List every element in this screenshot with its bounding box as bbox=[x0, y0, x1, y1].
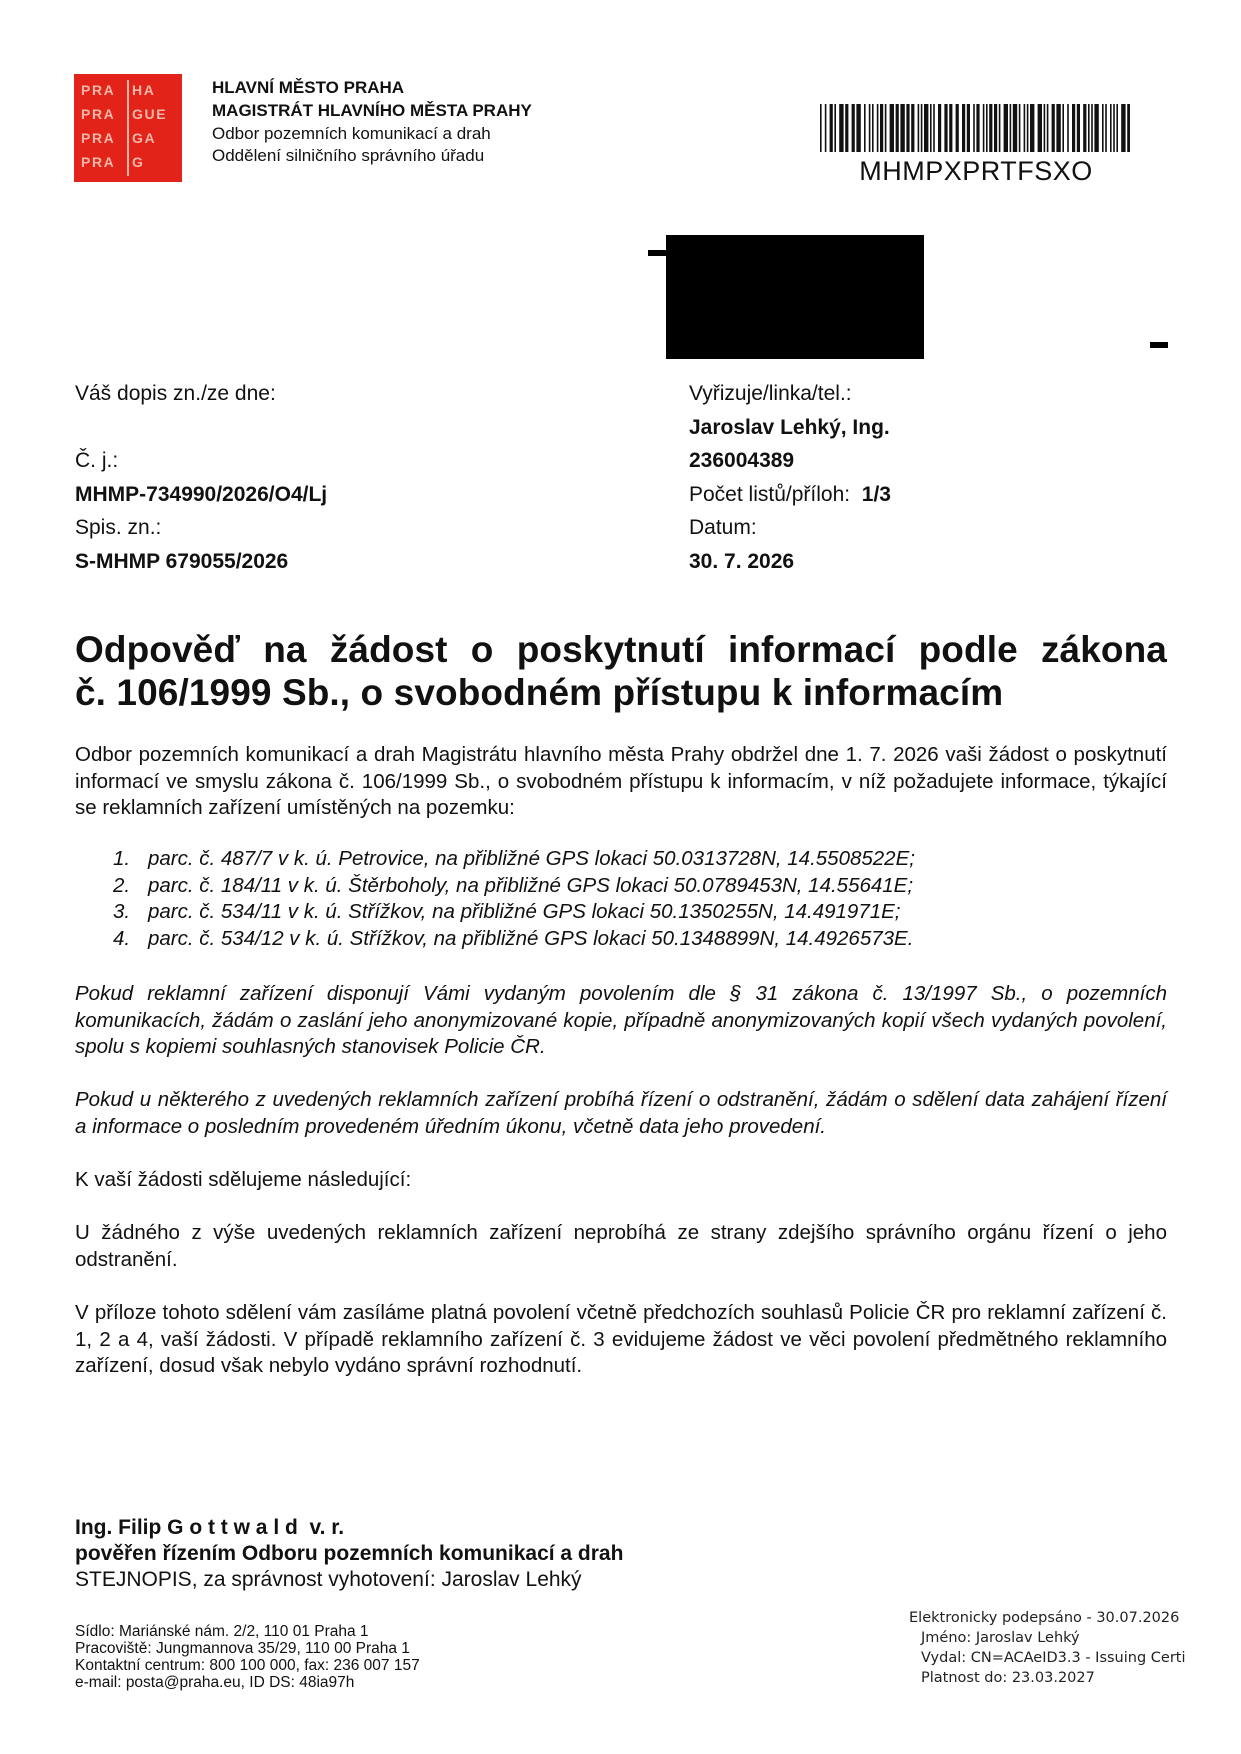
barcode-bar bbox=[1056, 104, 1060, 152]
barcode-bar bbox=[1102, 104, 1104, 152]
sheets-value: 1/3 bbox=[861, 483, 891, 506]
list-item bbox=[110, 846, 1110, 873]
intro-paragraph: Odbor pozemních komunikací a drah Magistrátu hlavního města Prahy obdržel dne 1. 7. 2026 vaši žádost o poskytnutí informací ve smyslu zákona č. 106/1999 Sb., o svobodném přístupu k informacím, v níž požadujete informace, týkající se reklamních zařízení umístěných na pozemku: bbox=[75, 743, 1167, 819]
barcode-bar bbox=[1027, 104, 1029, 152]
barcode-bar bbox=[845, 104, 848, 152]
barcode-bar bbox=[1121, 104, 1125, 152]
barcode-bar bbox=[890, 104, 894, 152]
barcode-bar bbox=[1113, 104, 1115, 152]
barcode-bar bbox=[820, 104, 822, 152]
barcode-bar bbox=[983, 104, 985, 152]
esign-validity: Platnost do: 23.03.2027 bbox=[921, 1670, 1095, 1686]
barcode-bar bbox=[1067, 104, 1069, 152]
barcode-bar bbox=[1013, 104, 1017, 152]
copy-certification: STEJNOPIS, za správnost vyhotovení: Jaroslav Lehký bbox=[75, 1568, 582, 1591]
spis-value: S-MHMP 679055/2026 bbox=[75, 550, 289, 573]
list-number: 1. bbox=[113, 847, 131, 870]
barcode-bar bbox=[1083, 104, 1086, 152]
logo-row bbox=[74, 82, 182, 102]
esign-signed: Elektronicky podepsáno - 30.07.2026 bbox=[909, 1610, 1180, 1626]
barcode-bar bbox=[1038, 104, 1042, 152]
sheets-label: Počet listů/příloh: bbox=[689, 483, 851, 506]
barcode-bar bbox=[880, 104, 883, 152]
logo-text: PRA bbox=[81, 82, 116, 98]
header-department: Odbor pozemních komunikací a drah bbox=[212, 124, 491, 143]
barcode-code: MHMPXPRTFSXO bbox=[859, 156, 1093, 186]
barcode-bar bbox=[967, 104, 970, 152]
logo-text: PRA bbox=[81, 106, 116, 122]
request-quote-permits: Pokud reklamní zařízení disponují Vámi vydaným povolením dle § 31 zákona č. 13/1997 Sb., o pozemních komunikacích, žádám o zaslání jeho anonymizované kopie, případně anonymizovaných kopií všech vydaných povolení, spolu s kopiemi souhlasných stanovisek Policie ČR. bbox=[75, 982, 1167, 1058]
barcode-bar bbox=[1077, 104, 1080, 152]
answer-paragraph-2: V příloze tohoto sdělení vám zasíláme platná povolení včetně předchozích souhlasů Policie ČR pro reklamní zařízení č. 1, 2 a 4, vaší žádosti. V případě reklamního zařízení č. 3 evidujeme žádost ve věci povolení předmětného reklamního zařízení, dosud však nebylo vydáno správní rozhodnutí. bbox=[75, 1301, 1167, 1377]
barcode-bar bbox=[834, 104, 836, 152]
barcode-bar bbox=[949, 104, 952, 152]
list-number: 4. bbox=[113, 926, 131, 950]
barcode-bar bbox=[1088, 104, 1090, 152]
barcode-bar bbox=[976, 104, 979, 152]
request-quote-proceedings: Pokud u některého z uvedených reklamních zařízení probíhá řízení o odstranění, žádám o sdělení data zahájení řízení a informace o posledním provedeném úředním úkonu, včetně data jeho provedení. bbox=[75, 1088, 1167, 1138]
list-number: 2. bbox=[113, 873, 131, 897]
barcode-bar bbox=[852, 104, 855, 152]
barcode-bar bbox=[896, 104, 899, 152]
barcode-bar bbox=[989, 104, 992, 152]
your-letter-label: Váš dopis zn./ze dne: bbox=[75, 382, 276, 405]
header-city: HLAVNÍ MĚSTO PRAHA bbox=[212, 78, 405, 97]
list-text: parc. č. 534/11 v k. ú. Střížkov, na přibližné GPS lokaci 50.1350255N, 14.491971E; bbox=[148, 900, 901, 923]
barcode-bar bbox=[1024, 104, 1026, 152]
footer-workplace: Pracoviště: Jungmannova 35/29, 110 00 Praha 1 bbox=[75, 1640, 410, 1657]
cj-label: Č. j.: bbox=[75, 449, 119, 472]
barcode-bar bbox=[921, 104, 923, 152]
barcode-bar bbox=[906, 104, 909, 152]
signatory-role: pověřen řízením Odboru pozemních komunikací a drah bbox=[75, 1542, 624, 1565]
logo-text: G bbox=[132, 154, 145, 170]
barcode-bar bbox=[877, 104, 879, 152]
barcode-bar bbox=[918, 104, 920, 152]
barcode-bar bbox=[864, 104, 866, 152]
handler-name: Jaroslav Lehký, Ing. bbox=[689, 416, 890, 439]
barcode-bar bbox=[1072, 104, 1075, 152]
list-text: parc. č. 534/12 v k. ú. Střížkov, na přibližné GPS lokaci 50.1348899N, 14.4926573E. bbox=[148, 926, 914, 950]
barcode-bar bbox=[986, 104, 988, 152]
list-item bbox=[110, 873, 1110, 900]
redaction-mark bbox=[648, 250, 666, 256]
list-text: parc. č. 487/7 v k. ú. Petrovice, na přibližné GPS lokaci 50.0313728N, 14.5508522E; bbox=[148, 847, 915, 870]
barcode-bar bbox=[839, 104, 843, 152]
cj-value: MHMP-734990/2026/O4/Lj bbox=[75, 483, 328, 506]
barcode-bar bbox=[999, 104, 1001, 152]
barcode-bar bbox=[1004, 104, 1008, 152]
title-line: Odpověď na žádost o poskytnutí informací podle zákona bbox=[75, 629, 1167, 670]
title-line: č. 106/1999 Sb., o svobodném přístupu k informacím bbox=[75, 672, 1004, 713]
logo-text: HA bbox=[132, 82, 156, 98]
barcode-bar bbox=[1052, 104, 1055, 152]
barcode-bar bbox=[1110, 104, 1112, 152]
barcode-bar bbox=[1019, 104, 1021, 152]
date-value: 30. 7. 2026 bbox=[689, 550, 795, 573]
list-item bbox=[110, 899, 1110, 926]
barcode-bar bbox=[924, 104, 928, 152]
barcode-bar bbox=[900, 104, 904, 152]
esign-issuer: Vydal: CN=ACAeID3.3 - Issuing Certi bbox=[921, 1650, 1186, 1666]
barcode-bar bbox=[830, 104, 833, 152]
barcode-bar bbox=[1047, 104, 1049, 152]
barcode-bar bbox=[1094, 104, 1098, 152]
barcode-bar bbox=[1030, 104, 1034, 152]
header-magistrate: MAGISTRÁT HLAVNÍHO MĚSTA PRAHY bbox=[212, 101, 532, 120]
list-number: 3. bbox=[113, 900, 131, 923]
logo-row bbox=[74, 130, 182, 150]
barcode-bar bbox=[1127, 104, 1130, 152]
handler-phone: 236004389 bbox=[689, 449, 795, 472]
praha-logo bbox=[74, 74, 182, 182]
footer-contact: Kontaktní centrum: 800 100 000, fax: 236 007 157 bbox=[75, 1657, 420, 1674]
list-text: parc. č. 184/11 v k. ú. Štěrboholy, na přibližné GPS lokaci 50.0789453N, 14.55641E; bbox=[148, 873, 914, 897]
barcode-bar bbox=[869, 104, 871, 152]
document-title bbox=[75, 628, 1167, 714]
barcode-bar bbox=[1062, 104, 1064, 152]
barcode-bar bbox=[872, 104, 874, 152]
barcode-bar bbox=[825, 104, 827, 152]
barcode-bar bbox=[973, 104, 975, 152]
sheets-row bbox=[689, 482, 891, 508]
barcode-bar bbox=[1010, 104, 1012, 152]
barcode-bar bbox=[1044, 104, 1046, 152]
barcode-bar bbox=[938, 104, 941, 152]
answer-intro: K vaší žádosti sdělujeme následující: bbox=[75, 1168, 412, 1191]
signatory-name: Ing. Filip G o t t w a l d v. r. bbox=[75, 1516, 345, 1539]
footer-seat: Sídlo: Mariánské nám. 2/2, 110 01 Praha 1 bbox=[75, 1623, 369, 1640]
barcode-bar bbox=[933, 104, 935, 152]
barcode-bar bbox=[885, 104, 887, 152]
date-label: Datum: bbox=[689, 516, 757, 539]
barcode-bar bbox=[994, 104, 997, 152]
list-item bbox=[110, 926, 1110, 953]
logo-text: PRA bbox=[81, 130, 116, 146]
handler-label: Vyřizuje/linka/tel.: bbox=[689, 382, 852, 405]
logo-text: GA bbox=[132, 130, 157, 146]
barcode-bar bbox=[930, 104, 932, 152]
logo-text: GUE bbox=[132, 106, 168, 122]
barcode-bar bbox=[944, 104, 947, 152]
barcode-bar bbox=[1105, 104, 1107, 152]
footer-email: e-mail: posta@praha.eu, ID DS: 48ia97h bbox=[75, 1674, 355, 1691]
barcode-bar bbox=[856, 104, 860, 152]
barcode-bar bbox=[1116, 104, 1118, 152]
logo-row bbox=[74, 106, 182, 126]
header-section: Oddělení silničního správního úřadu bbox=[212, 146, 485, 165]
esign-name: Jméno: Jaroslav Lehký bbox=[921, 1630, 1080, 1646]
barcode bbox=[820, 104, 1132, 152]
barcode-bar bbox=[911, 104, 914, 152]
redaction-box bbox=[666, 235, 924, 359]
barcode-bar bbox=[962, 104, 965, 152]
redaction-mark bbox=[1150, 342, 1168, 348]
answer-paragraph-1: U žádného z výše uvedených reklamních zařízení neprobíhá ze strany zdejšího správního orgánu řízení o jeho odstranění. bbox=[75, 1221, 1167, 1271]
spis-label: Spis. zn.: bbox=[75, 516, 162, 539]
logo-row bbox=[74, 154, 182, 174]
barcode-bar bbox=[1091, 104, 1093, 152]
barcode-bar bbox=[956, 104, 959, 152]
parcel-list bbox=[110, 846, 1110, 952]
logo-text: PRA bbox=[81, 154, 116, 170]
